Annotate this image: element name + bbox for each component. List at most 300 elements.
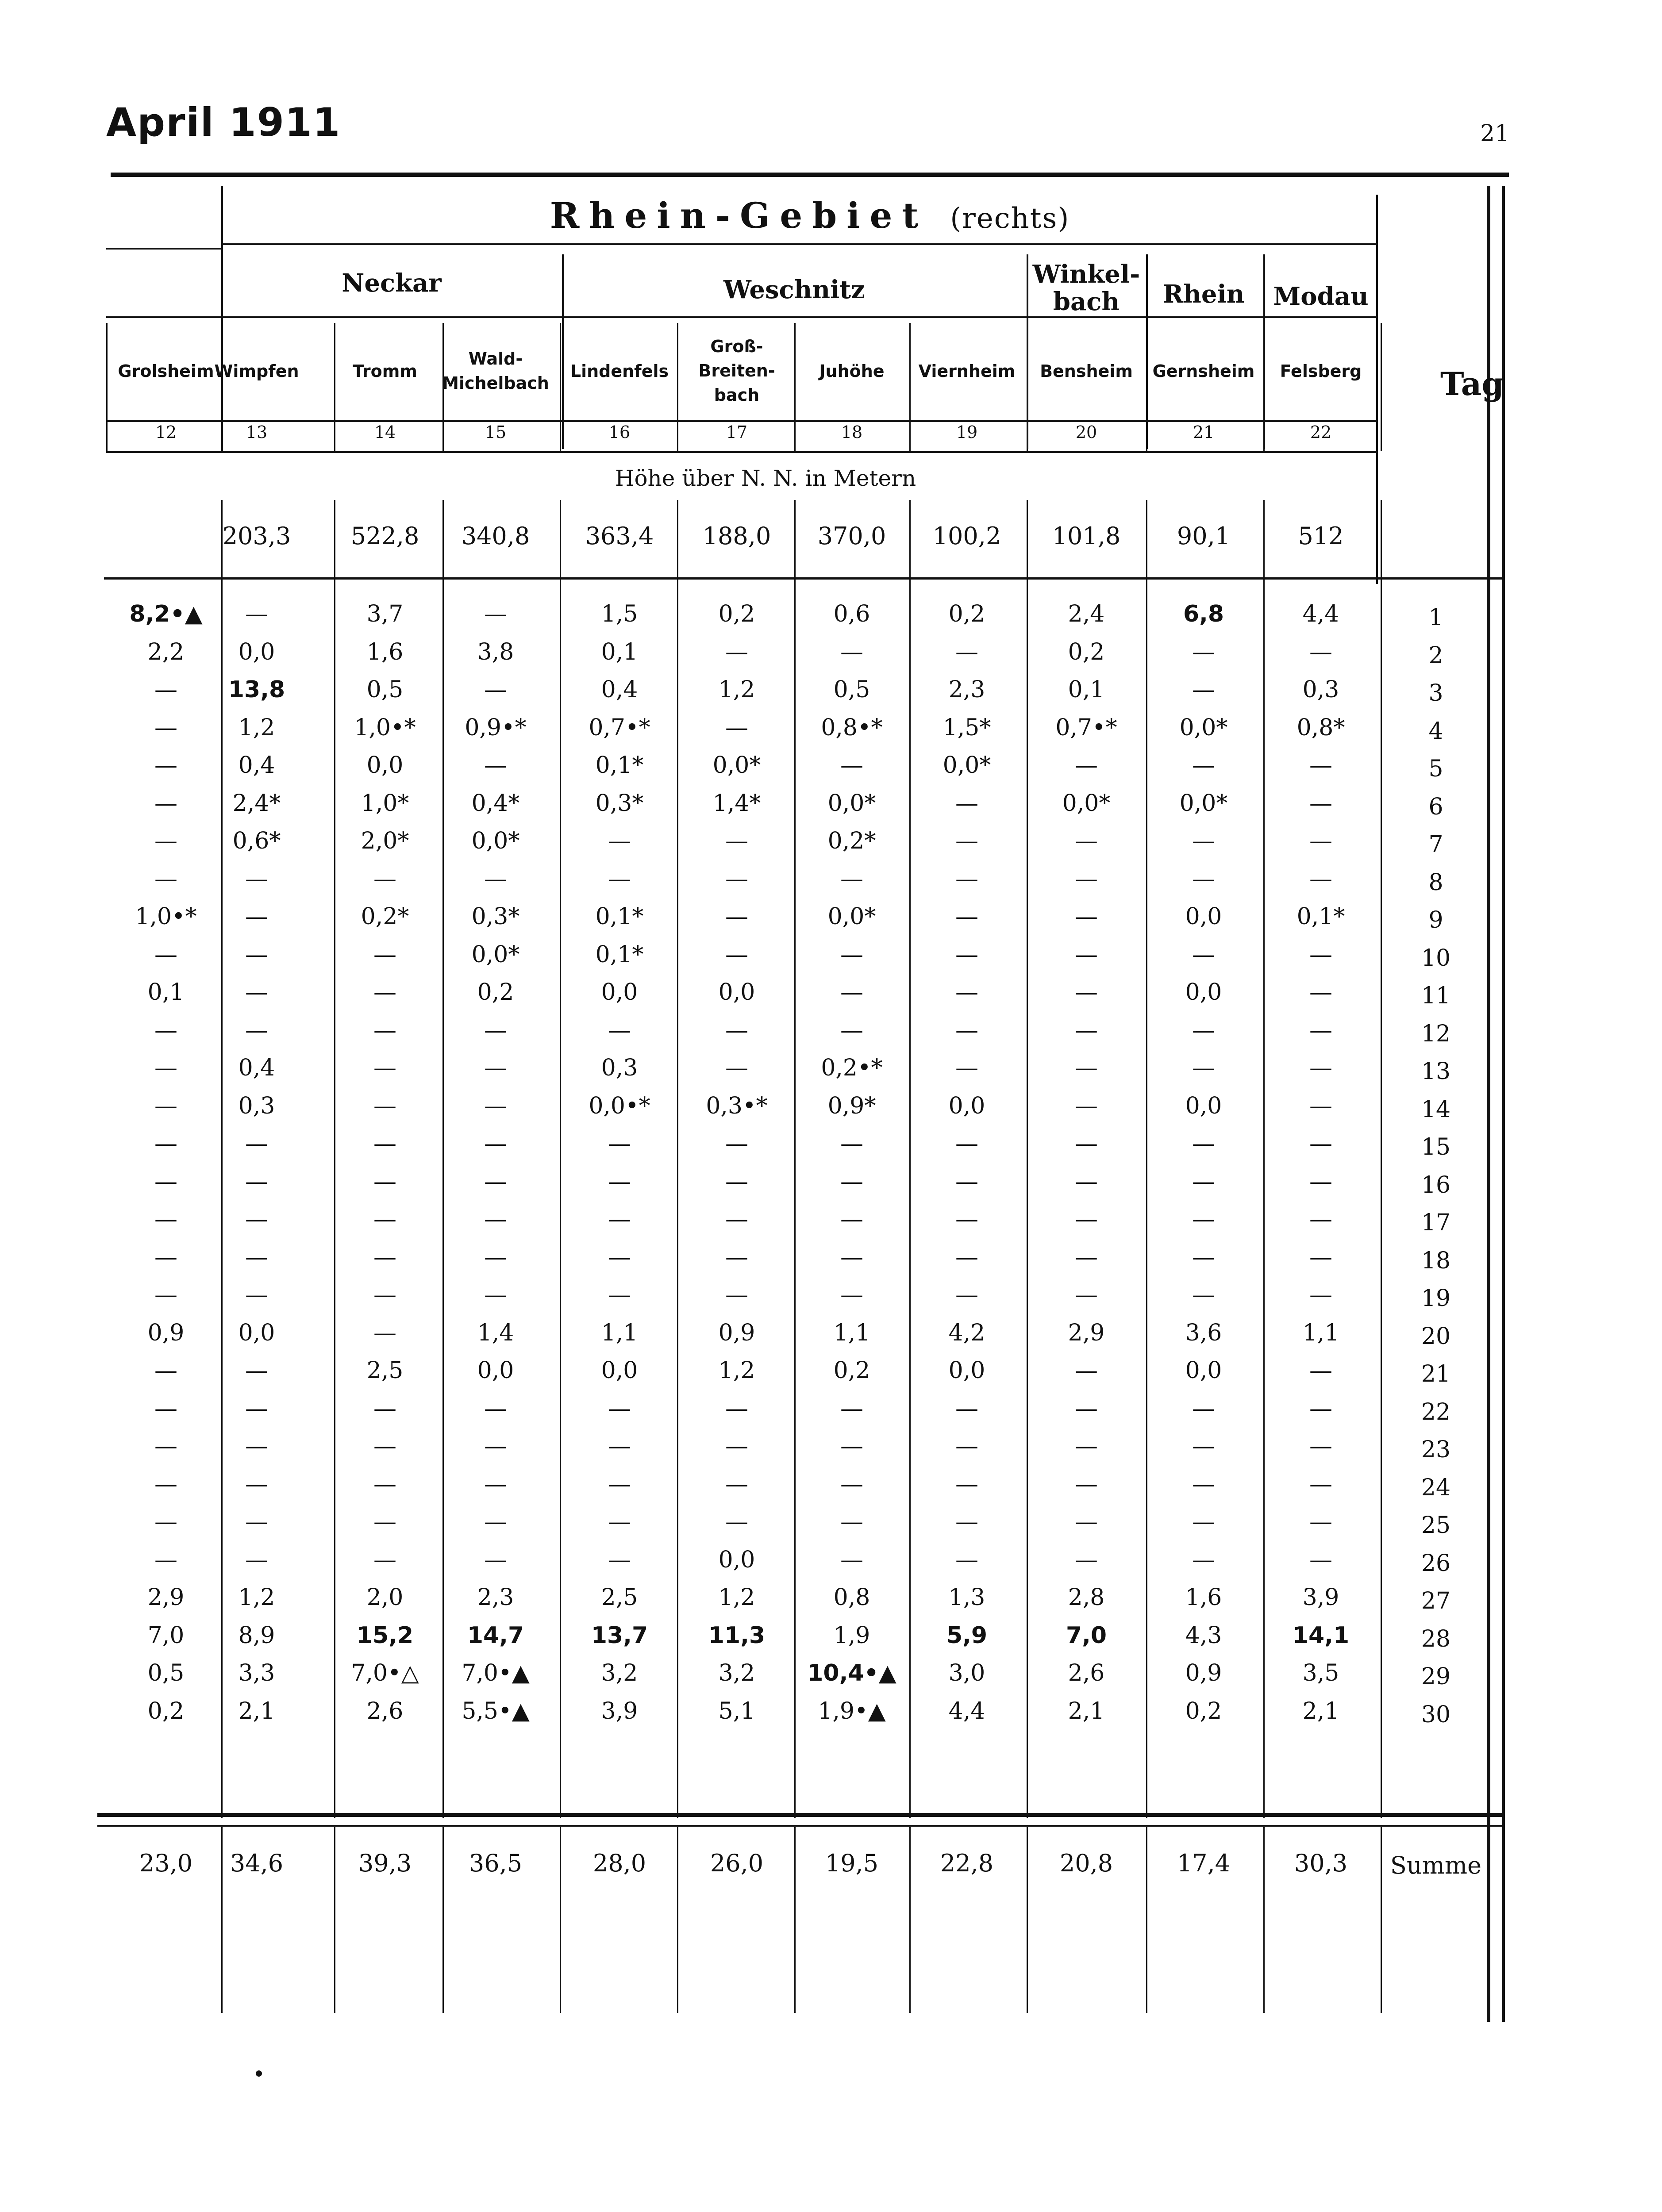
table-cell: — — [1192, 1017, 1215, 1044]
table-cell: — — [608, 1282, 631, 1308]
table-cell: — — [955, 941, 978, 968]
group-title-0: Neckar — [342, 269, 442, 298]
station-number-8: 20 — [1075, 422, 1097, 442]
table-cell: — — [840, 1168, 863, 1195]
station-number-10: 22 — [1310, 422, 1332, 442]
day-number: 27 — [1421, 1588, 1451, 1614]
table-cell: — — [154, 865, 177, 892]
table-cell: 0,1* — [595, 941, 644, 968]
table-cell: — — [1192, 828, 1215, 854]
table-cell: — — [154, 1017, 177, 1044]
table-cell: 15,2 — [356, 1622, 414, 1649]
table-cell: — — [484, 1206, 507, 1233]
table-cell: — — [840, 1546, 863, 1573]
table-cell: — — [484, 601, 507, 627]
header-separator-9 — [1381, 323, 1382, 451]
table-cell: — — [725, 1168, 748, 1195]
table-cell: — — [608, 1433, 631, 1459]
table-cell: 5,5•▲ — [462, 1697, 530, 1724]
table-cell: — — [154, 752, 177, 779]
table-cell: 0,0 — [948, 1357, 985, 1384]
table-cell: — — [245, 1017, 268, 1044]
table-cell: — — [154, 1433, 177, 1459]
table-cell: 2,6 — [366, 1697, 404, 1724]
table-cell: — — [1075, 979, 1098, 1006]
table-cell: — — [725, 865, 748, 892]
table-cell: 3,2 — [601, 1660, 638, 1686]
table-cell: — — [1309, 1395, 1332, 1422]
table-cell: 0,9 — [147, 1319, 185, 1346]
table-cell: 0,0 — [718, 979, 755, 1006]
table-cell: 2,2 — [147, 638, 185, 665]
sum-separator-4 — [677, 1827, 678, 2013]
day-number: 13 — [1421, 1058, 1451, 1085]
table-cell: — — [608, 1509, 631, 1535]
table-cell: — — [1192, 1471, 1215, 1498]
table-cell: — — [1309, 790, 1332, 817]
table-cell: — — [1192, 1055, 1215, 1081]
column-separator-0 — [221, 500, 223, 1818]
table-cell: — — [725, 714, 748, 741]
table-cell: — — [725, 903, 748, 930]
table-cell: — — [725, 828, 748, 854]
table-cell: — — [955, 1546, 978, 1573]
header-separator-3 — [677, 323, 678, 451]
sum-top-rule — [97, 1825, 1504, 1827]
column-separator-9 — [1263, 500, 1265, 1818]
table-cell: 0,5 — [833, 676, 870, 703]
table-cell: 0,0* — [827, 790, 876, 817]
region-title — [550, 195, 1070, 236]
table-cell: 0,0* — [943, 752, 991, 779]
table-cell: — — [373, 979, 396, 1006]
header-separator-left — [106, 323, 108, 451]
table-cell: — — [955, 1395, 978, 1422]
table-cell: — — [608, 865, 631, 892]
day-number: 8 — [1428, 869, 1443, 896]
table-cell: 0,1 — [1068, 676, 1105, 703]
station-number-2: 14 — [374, 422, 396, 442]
table-cell: — — [840, 1206, 863, 1233]
header-separator-5 — [909, 323, 911, 451]
station-altitude-4: 363,4 — [585, 522, 654, 550]
table-cell: 13,8 — [228, 676, 285, 703]
day-number: 1 — [1428, 604, 1443, 631]
table-cell: — — [245, 1130, 268, 1157]
table-cell: 2,3 — [948, 676, 985, 703]
table-cell: — — [245, 1395, 268, 1422]
table-cell: — — [245, 1471, 268, 1498]
table-cell: 0,3 — [1302, 676, 1339, 703]
table-cell: — — [1075, 1055, 1098, 1081]
station-name-2: Tromm — [353, 361, 417, 381]
column-separator-7 — [1027, 500, 1028, 1818]
table-cell: — — [1192, 1546, 1215, 1573]
region-qualifier: (rechts) — [950, 202, 1070, 235]
table-cell: — — [484, 1546, 507, 1573]
page-title: April 1911 — [106, 100, 341, 145]
day-column-label: Tag — [1440, 365, 1504, 403]
table-cell: 0,0 — [601, 1357, 638, 1384]
sum-value: 39,3 — [358, 1849, 412, 1877]
table-cell: — — [245, 1509, 268, 1535]
day-column-rule — [1376, 195, 1378, 584]
table-cell: — — [840, 1282, 863, 1308]
table-cell: — — [725, 1055, 748, 1081]
station-altitude-2: 522,8 — [350, 522, 419, 550]
table-cell: — — [1075, 1433, 1098, 1459]
table-cell: 0,4* — [471, 790, 520, 817]
table-cell: — — [955, 979, 978, 1006]
day-number: 22 — [1421, 1398, 1451, 1425]
header-separator-6 — [1027, 323, 1028, 451]
table-cell: — — [373, 941, 396, 968]
table-cell: 3,0 — [948, 1660, 985, 1686]
table-cell: 1,1 — [601, 1319, 638, 1346]
table-cell: 0,2 — [147, 1697, 185, 1724]
table-cell: — — [154, 1471, 177, 1498]
table-cell: — — [484, 1130, 507, 1157]
table-cell: 0,4 — [238, 752, 275, 779]
table-cell: — — [1309, 638, 1332, 665]
table-cell: — — [154, 1130, 177, 1157]
table-cell: 1,4 — [477, 1319, 514, 1346]
table-cell: — — [1075, 1017, 1098, 1044]
table-cell: 0,0 — [1185, 979, 1222, 1006]
table-cell: 0,1* — [595, 903, 644, 930]
table-cell: 3,9 — [1302, 1584, 1339, 1611]
table-cell: — — [955, 828, 978, 854]
table-cell: 0,5 — [366, 676, 404, 703]
table-cell: — — [955, 1433, 978, 1459]
sum-separator-10 — [1381, 1827, 1382, 2013]
table-cell: — — [608, 1546, 631, 1573]
table-cell: — — [154, 1357, 177, 1384]
table-cell: 0,2 — [477, 979, 514, 1006]
table-cell: 8,9 — [238, 1622, 275, 1649]
day-number: 3 — [1428, 680, 1443, 707]
table-cell: — — [154, 676, 177, 703]
header-separator-2 — [560, 323, 561, 451]
station-name-4: Lindenfels — [570, 361, 669, 381]
column-separator-6 — [909, 500, 911, 1818]
table-cell: — — [955, 1168, 978, 1195]
table-cell: — — [245, 1546, 268, 1573]
table-cell: 0,1* — [1297, 903, 1345, 930]
table-cell: 3,6 — [1185, 1319, 1222, 1346]
table-cell: 1,1 — [833, 1319, 870, 1346]
day-number: 29 — [1421, 1663, 1451, 1690]
table-cell: — — [608, 1244, 631, 1271]
table-cell: — — [154, 1206, 177, 1233]
table-cell: 1,0* — [361, 790, 409, 817]
table-cell: — — [840, 1017, 863, 1044]
table-cell: — — [840, 941, 863, 968]
group-title-1: Weschnitz — [723, 275, 865, 304]
day-number: 12 — [1421, 1020, 1451, 1047]
table-cell: 0,6 — [833, 601, 870, 627]
table-cell: 2,4 — [1068, 601, 1105, 627]
table-cell: — — [840, 1395, 863, 1422]
table-cell: 2,0 — [366, 1584, 404, 1611]
table-cell: 2,5 — [601, 1584, 638, 1611]
table-cell: — — [154, 714, 177, 741]
table-cell: 0,0* — [827, 903, 876, 930]
station-number-1: 13 — [246, 422, 268, 442]
table-cell: 0,8 — [833, 1584, 870, 1611]
table-cell: 4,2 — [948, 1319, 985, 1346]
region-under-rule — [221, 243, 1376, 245]
table-cell: 0,2 — [1068, 638, 1105, 665]
table-cell: — — [955, 865, 978, 892]
day-number: 24 — [1421, 1474, 1451, 1501]
table-cell: 3,3 — [238, 1660, 275, 1686]
column-separator-4 — [677, 500, 678, 1818]
table-cell: 0,0 — [601, 979, 638, 1006]
table-cell: 1,0•* — [354, 714, 416, 741]
table-cell: — — [725, 941, 748, 968]
table-cell: 7,0•△ — [351, 1660, 419, 1686]
table-cell: 0,0 — [1185, 1357, 1222, 1384]
table-cell: 0,3* — [471, 903, 520, 930]
table-cell: 2,3 — [477, 1584, 514, 1611]
header-separator-8 — [1263, 323, 1265, 451]
column-separator-3 — [560, 500, 561, 1818]
table-cell: 3,2 — [718, 1660, 755, 1686]
table-cell: 0,2* — [361, 903, 409, 930]
header-bottom-rule — [104, 577, 1504, 580]
table-cell: — — [484, 1471, 507, 1498]
table-cell: — — [840, 1471, 863, 1498]
table-cell: — — [608, 1017, 631, 1044]
table-cell: 0,9 — [1185, 1660, 1222, 1686]
table-cell: 0,7•* — [1055, 714, 1117, 741]
table-cell: 0,9* — [827, 1092, 876, 1119]
table-cell: — — [373, 1206, 396, 1233]
station-altitude-3: 340,8 — [461, 522, 530, 550]
station-name-5: Groß- Breiten- bach — [698, 337, 775, 405]
body-bottom-rule — [97, 1813, 1504, 1817]
sum-value: 28,0 — [592, 1849, 646, 1877]
table-cell: — — [840, 979, 863, 1006]
table-cell: — — [608, 1168, 631, 1195]
table-cell: 1,2 — [238, 714, 275, 741]
day-number: 19 — [1421, 1285, 1451, 1312]
table-cell: 4,4 — [1302, 601, 1339, 627]
table-cell: 0,0 — [238, 1319, 275, 1346]
table-cell: 1,1 — [1302, 1319, 1339, 1346]
day-number: 11 — [1421, 983, 1451, 1009]
table-cell: 2,9 — [147, 1584, 185, 1611]
station-number-4: 16 — [608, 422, 631, 442]
sum-value: 19,5 — [825, 1849, 879, 1877]
table-cell: 14,7 — [467, 1622, 524, 1649]
table-cell: 2,1 — [1302, 1697, 1339, 1724]
table-cell: — — [484, 1055, 507, 1081]
table-cell: — — [1075, 1546, 1098, 1573]
page-number: 21 — [1480, 120, 1510, 147]
table-cell: — — [373, 1395, 396, 1422]
station-name-9: Gernsheim — [1152, 361, 1255, 381]
table-cell: — — [373, 1282, 396, 1308]
table-cell: — — [1309, 941, 1332, 968]
table-cell: — — [1192, 752, 1215, 779]
table-cell: — — [1075, 1206, 1098, 1233]
day-number: 14 — [1421, 1096, 1451, 1123]
header-separator-4 — [794, 323, 796, 451]
table-cell: 7,0•▲ — [462, 1660, 530, 1686]
table-cell: 0,3•* — [706, 1092, 768, 1119]
table-cell: — — [1309, 1546, 1332, 1573]
day-number: 26 — [1421, 1550, 1451, 1577]
table-cell: — — [840, 638, 863, 665]
table-cell: 0,0•* — [589, 1092, 650, 1119]
header-separator-0 — [334, 323, 335, 451]
table-cell: — — [154, 1509, 177, 1535]
station-number-0: 12 — [155, 422, 177, 442]
table-cell: 1,0•* — [135, 903, 197, 930]
table-cell: — — [245, 1282, 268, 1308]
station-name-3: Wald- Michelbach — [442, 349, 549, 393]
table-cell: — — [955, 1282, 978, 1308]
table-cell: 7,0 — [1066, 1622, 1107, 1649]
table-cell: 0,1* — [595, 752, 644, 779]
sum-label: Summe — [1390, 1851, 1482, 1879]
table-cell: — — [725, 1433, 748, 1459]
table-cell: 1,5 — [601, 601, 638, 627]
table-cell: 0,0* — [471, 941, 520, 968]
table-cell: — — [1309, 1092, 1332, 1119]
table-cell: — — [1309, 1055, 1332, 1081]
table-cell: — — [373, 1168, 396, 1195]
table-cell: — — [1309, 1357, 1332, 1384]
table-cell: — — [1075, 1168, 1098, 1195]
table-cell: — — [608, 1206, 631, 1233]
table-cell: — — [608, 1471, 631, 1498]
table-right-rule-inner — [1502, 186, 1505, 2022]
table-cell: — — [484, 1244, 507, 1271]
table-cell: — — [373, 1471, 396, 1498]
table-cell: 14,1 — [1292, 1622, 1350, 1649]
table-cell: — — [1309, 1017, 1332, 1044]
table-cell: 10,4•▲ — [807, 1660, 896, 1686]
day-number: 5 — [1428, 756, 1443, 782]
table-cell: 0,0* — [712, 752, 761, 779]
table-cell: — — [1309, 1206, 1332, 1233]
table-cell: 8,2•▲ — [129, 601, 203, 627]
table-cell: — — [955, 1206, 978, 1233]
station-name-8: Bensheim — [1040, 361, 1133, 381]
table-cell: — — [608, 1130, 631, 1157]
table-cell: — — [725, 1282, 748, 1308]
table-cell: — — [1075, 903, 1098, 930]
table-cell: — — [725, 1017, 748, 1044]
table-cell: — — [955, 1055, 978, 1081]
table-cell: — — [725, 638, 748, 665]
sum-value: 30,3 — [1294, 1849, 1348, 1877]
table-cell: — — [245, 1357, 268, 1384]
table-cell: — — [1192, 1282, 1215, 1308]
table-cell: 11,3 — [708, 1622, 766, 1649]
table-cell: — — [373, 1017, 396, 1044]
table-cell: 7,0 — [147, 1622, 185, 1649]
table-cell: 4,3 — [1185, 1622, 1222, 1649]
number-under-rule — [106, 451, 1376, 453]
column-separator-10 — [1381, 500, 1382, 1818]
table-cell: — — [1192, 1509, 1215, 1535]
table-cell: 0,0 — [477, 1357, 514, 1384]
table-cell: — — [373, 1244, 396, 1271]
sum-separator-9 — [1263, 1827, 1265, 2013]
table-cell: — — [1075, 1471, 1098, 1498]
table-cell: — — [1192, 1130, 1215, 1157]
table-cell: — — [484, 1092, 507, 1119]
table-cell: — — [373, 1319, 396, 1346]
table-cell: 0,0 — [238, 638, 275, 665]
table-cell: 1,4* — [712, 790, 761, 817]
station-name-10: Felsberg — [1280, 361, 1362, 381]
table-cell: — — [955, 638, 978, 665]
table-cell: — — [1192, 1168, 1215, 1195]
station-under-rule — [106, 420, 1376, 422]
table-cell: — — [1075, 1130, 1098, 1157]
table-cell: — — [725, 1395, 748, 1422]
table-cell: — — [1309, 828, 1332, 854]
day-number: 30 — [1421, 1701, 1451, 1728]
table-cell: 1,6 — [1185, 1584, 1222, 1611]
table-cell: 0,3 — [238, 1092, 275, 1119]
table-cell: — — [840, 865, 863, 892]
table-cell: — — [1192, 941, 1215, 968]
table-cell: 3,7 — [366, 601, 404, 627]
table-cell: — — [1192, 676, 1215, 703]
table-cell: — — [1075, 1282, 1098, 1308]
sum-value: 36,5 — [469, 1849, 523, 1877]
group-separator-0 — [562, 254, 564, 449]
table-cell: — — [1192, 1244, 1215, 1271]
table-cell: — — [245, 941, 268, 968]
column-separator-8 — [1146, 500, 1147, 1818]
table-cell: 1,2 — [238, 1584, 275, 1611]
table-cell: 0,0* — [1179, 790, 1228, 817]
table-cell: 0,3* — [595, 790, 644, 817]
table-cell: 0,3 — [601, 1055, 638, 1081]
table-cell: 0,0 — [1185, 903, 1222, 930]
table-cell: — — [154, 1092, 177, 1119]
station-name-7: Viernheim — [918, 361, 1016, 381]
group-under-rule — [106, 316, 1376, 318]
station-number-9: 21 — [1193, 422, 1215, 442]
table-cell: 0,0 — [948, 1092, 985, 1119]
station-altitude-1: 203,3 — [222, 522, 291, 550]
table-cell: — — [840, 1244, 863, 1271]
table-cell: — — [725, 1244, 748, 1271]
day-number: 18 — [1421, 1247, 1451, 1274]
sum-value: 17,4 — [1177, 1849, 1231, 1877]
table-cell: — — [955, 903, 978, 930]
altitude-label: Höhe über N. N. in Metern — [615, 465, 916, 491]
table-cell: 3,9 — [601, 1697, 638, 1724]
table-cell: — — [1309, 1282, 1332, 1308]
table-cell: — — [245, 1206, 268, 1233]
table-cell: — — [1192, 1206, 1215, 1233]
sum-value: 22,8 — [940, 1849, 994, 1877]
region-name: Rhein-Gebiet — [550, 195, 928, 236]
table-cell: 2,1 — [238, 1697, 275, 1724]
column-separator-1 — [334, 500, 335, 1818]
table-cell: — — [1192, 865, 1215, 892]
day-number: 4 — [1428, 718, 1443, 745]
